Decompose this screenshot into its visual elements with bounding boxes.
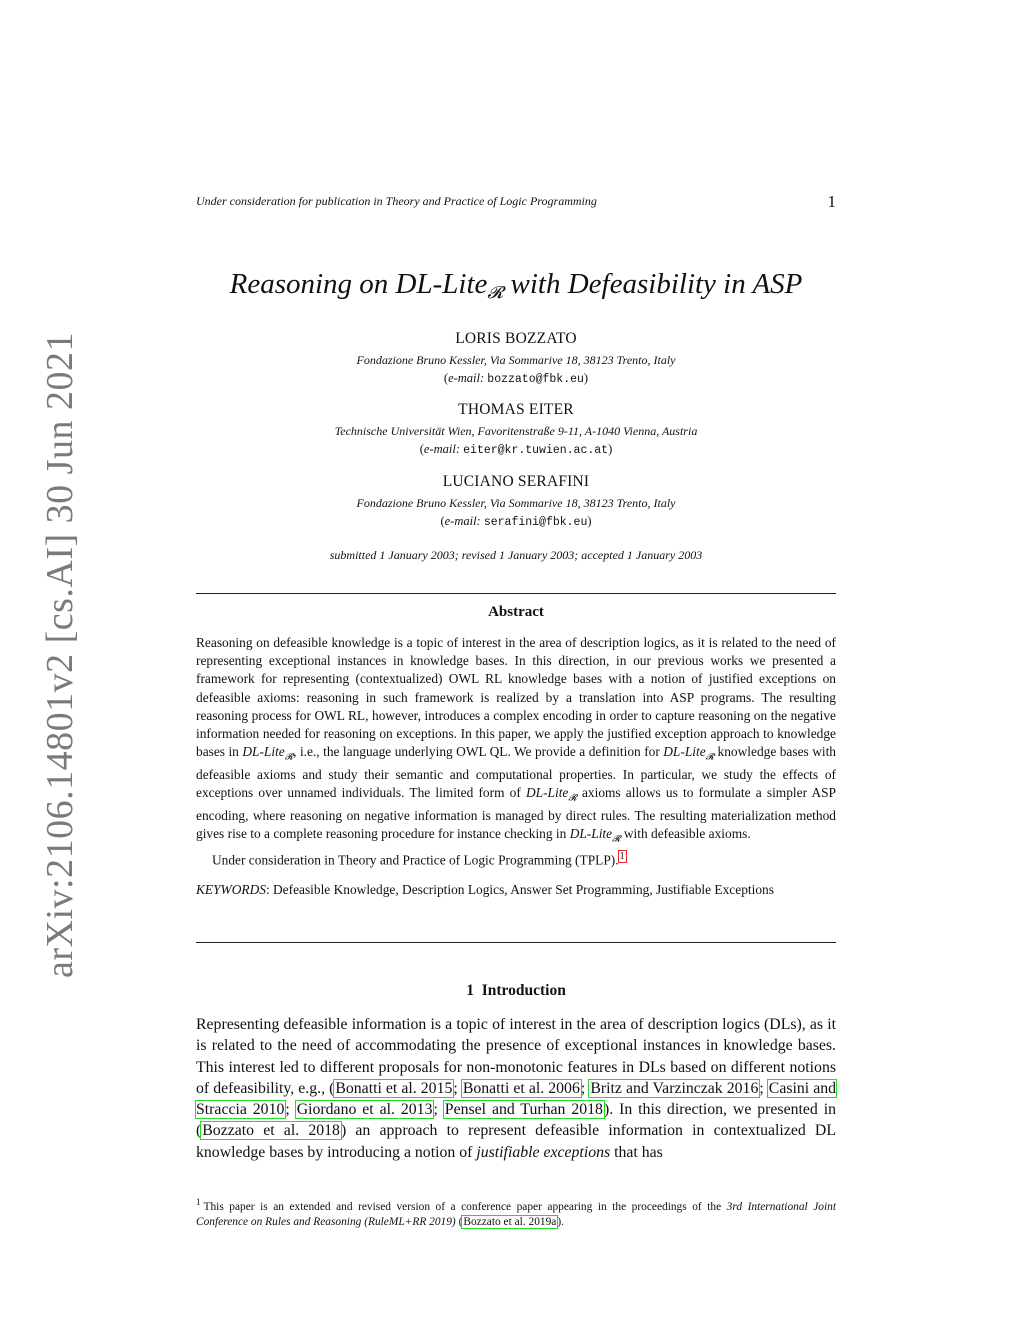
submission-dates: submitted 1 January 2003; revised 1 January 2003; accepted 1 January 2003 — [329, 548, 703, 562]
keywords — [196, 882, 836, 898]
arxiv-identifier: arXiv:2106.14801v2 [cs.AI] 30 Jun 2021 — [39, 332, 81, 978]
citation-link[interactable]: Bozzato et al. 2019a — [463, 1215, 557, 1228]
intro-paragraph: Representing defeasible information is a topic of interest in the area of description logics (DLs), as it is related to the need of accommodating the presence of exceptional instances in knowledge bases. This interest led to different proposals for non-monotonic features in DLs based on different notions of defeasibility, e.g., (Bonatti et al. 2015; Bonatti et al. 2006; Britz and Varzinczak 2016; Casini and Straccia 2010; Giordano et al. 2013; Pensel and Turhan 2018). In this direction, we presented in (Bozzato et al. 2018) an approach to represent defeasible information in contextualized DL knowledge bases by introducing a notion of justifiable exceptions that has — [196, 1016, 837, 1161]
section-heading — [196, 982, 836, 1000]
dl-lite-term — [569, 826, 621, 845]
emphasis: justifiable exceptions — [476, 1143, 611, 1161]
abstract-bottom-rule — [196, 942, 836, 943]
dl-lite-name: DL-Lite — [663, 744, 706, 760]
footnote-venue: 3rd International Joint Conference on Rules and Reasoning (RuleML+RR 2019) — [196, 1200, 836, 1228]
author-email[interactable]: eiter@kr.tuwien.ac.at — [463, 444, 609, 457]
abstract-text: with defeasible axioms. — [620, 826, 751, 842]
footnote-number: 1 — [196, 1197, 201, 1207]
footnote-text: ). — [557, 1215, 565, 1228]
author-email[interactable]: serafini@fbk.eu — [483, 516, 588, 529]
dl-lite-name: DL-Lite — [525, 785, 569, 801]
author-affiliation: Technische Universität Wien, Favoritenstraße 9-11, A-1040 Vienna, Austria — [334, 424, 698, 438]
title-pre: Reasoning on DL-Lite — [229, 268, 488, 300]
section-number: 1 — [466, 982, 474, 999]
author-block — [196, 330, 836, 386]
dl-lite-subscript: 𝓡 — [612, 834, 621, 845]
keywords-list: : Defeasible Knowledge, Description Logics, Answer Set Programming, Justifiable Exceptions — [265, 882, 774, 897]
abstract-paragraph — [196, 848, 836, 870]
author-affiliation: Fondazione Bruno Kessler, Via Sommarive 18, 38123 Trento, Italy — [356, 496, 676, 510]
email-label: e-mail: — [448, 371, 485, 385]
abstract-text: knowledge bases with defeasible axioms and study their semantic and computational properties. In particular, we study the effects of exceptions over unnamed individuals. The limited form of — [196, 744, 836, 801]
intro-text: ). In this direction, we presented in ( — [196, 1101, 836, 1140]
email-label: e-mail: — [444, 514, 481, 528]
title-subscript: 𝓡 — [487, 283, 504, 302]
running-header — [196, 194, 836, 212]
abstract-heading: Abstract — [488, 604, 544, 620]
abstract-top-rule — [196, 593, 836, 594]
title-post: with Defeasibility in ASP — [503, 268, 803, 300]
author-email-line: (e-mail: serafini@fbk.eu) — [440, 514, 592, 529]
author-email[interactable]: bozzato@fbk.eu — [487, 373, 584, 386]
citation-link[interactable]: Bonatti et al. 2006 — [462, 1079, 580, 1097]
author-block — [196, 401, 836, 457]
dl-lite-subscript: 𝓡 — [284, 751, 294, 762]
abstract-text: Under consideration in Theory and Practice of Logic Programming (TPLP). — [212, 852, 619, 868]
keywords-label: KEYWORDS — [196, 882, 266, 897]
citation-link[interactable]: Bozzato et al. 2018 — [202, 1122, 340, 1140]
arxiv-sidebar — [28, 332, 92, 978]
citation-link[interactable]: Britz and Varzinczak 2016 — [590, 1079, 759, 1097]
dl-lite-subscript: 𝓡 — [568, 792, 577, 803]
abstract-body — [196, 634, 836, 870]
footnote-link[interactable]: 1 — [619, 851, 625, 863]
footnote-text: This paper is an extended and revised version of a conference paper appearing in the proceedings of the — [203, 1200, 727, 1213]
author-name: THOMAS EITER — [458, 401, 574, 418]
author-affiliation: Fondazione Bruno Kessler, Via Sommarive 18, 38123 Trento, Italy — [356, 353, 676, 367]
dl-lite-term — [663, 744, 715, 762]
footnote — [196, 1195, 836, 1230]
paper-title — [196, 268, 836, 303]
abstract-text: , i.e., the language underlying OWL QL. We provide a definition for — [293, 744, 664, 760]
citation-link[interactable]: Casini and Straccia 2010 — [196, 1079, 837, 1119]
intro-text: that has — [610, 1143, 663, 1161]
journal-line: Under consideration for publication in Theory and Practice of Logic Programming — [196, 194, 597, 208]
author-email-line: (e-mail: bozzato@fbk.eu) — [443, 371, 589, 386]
dl-lite-name: DL-Lite — [242, 744, 285, 760]
author-email-line: (e-mail: eiter@kr.tuwien.ac.at) — [419, 442, 613, 457]
email-label: e-mail: — [423, 442, 461, 456]
dl-lite-name: DL-Lite — [569, 826, 613, 842]
footnote-text: ( — [455, 1215, 463, 1228]
dl-lite-term — [525, 785, 577, 803]
author-name: LUCIANO SERAFINI — [442, 473, 590, 490]
intro-text: Representing defeasible information is a topic of interest in the area of description logics (DLs), as it is related to the need of accommodating the presence of exceptional instances in knowledge bases. This interest led to different proposals for non-monotonic features in DLs based on different notions of defeasibility, e.g., ( — [196, 1016, 836, 1097]
intro-text: ) an approach to represent defeasible information in contextualized DL knowledge bases by introducing a notion of — [196, 1122, 836, 1161]
citation-link[interactable]: Pensel and Turhan 2018 — [444, 1101, 603, 1119]
dl-lite-term — [242, 744, 294, 762]
abstract-text: Reasoning on defeasible knowledge is a topic of interest in the area of description logics, as it is related to the need of representing exceptional instances in knowledge bases. In this direction, in our previous works we presented a framework for representing (contextualized) OWL RL knowledge bases with a notion of justified exceptions on defeasible axioms: reasoning in such framework is realized by a translation into ASP programs. The resulting reasoning process for OWL RL, however, introduces a complex encoding in order to capture reasoning on the negative information needed for reasoning on exceptions. In this paper, we apply the justified exception approach to knowledge bases in — [196, 635, 836, 760]
citation-link[interactable]: Bonatti et al. 2015 — [335, 1079, 453, 1097]
abstract-text: axioms allows us to formulate a simpler ASP encoding, where reasoning on negative information is managed by direct rules. The resulting materialization method gives rise to a complete reasoning procedure for instance checking in — [196, 785, 837, 842]
section-title: Introduction — [481, 982, 566, 999]
abstract-paragraph — [196, 634, 836, 848]
author-name: LORIS BOZZATO — [455, 330, 577, 347]
citation-link[interactable]: Giordano et al. 2013 — [296, 1101, 433, 1119]
introduction-body — [196, 1014, 836, 1163]
author-block — [196, 473, 836, 529]
page-number: 1 — [827, 192, 836, 211]
dl-lite-subscript: 𝓡 — [705, 751, 715, 762]
